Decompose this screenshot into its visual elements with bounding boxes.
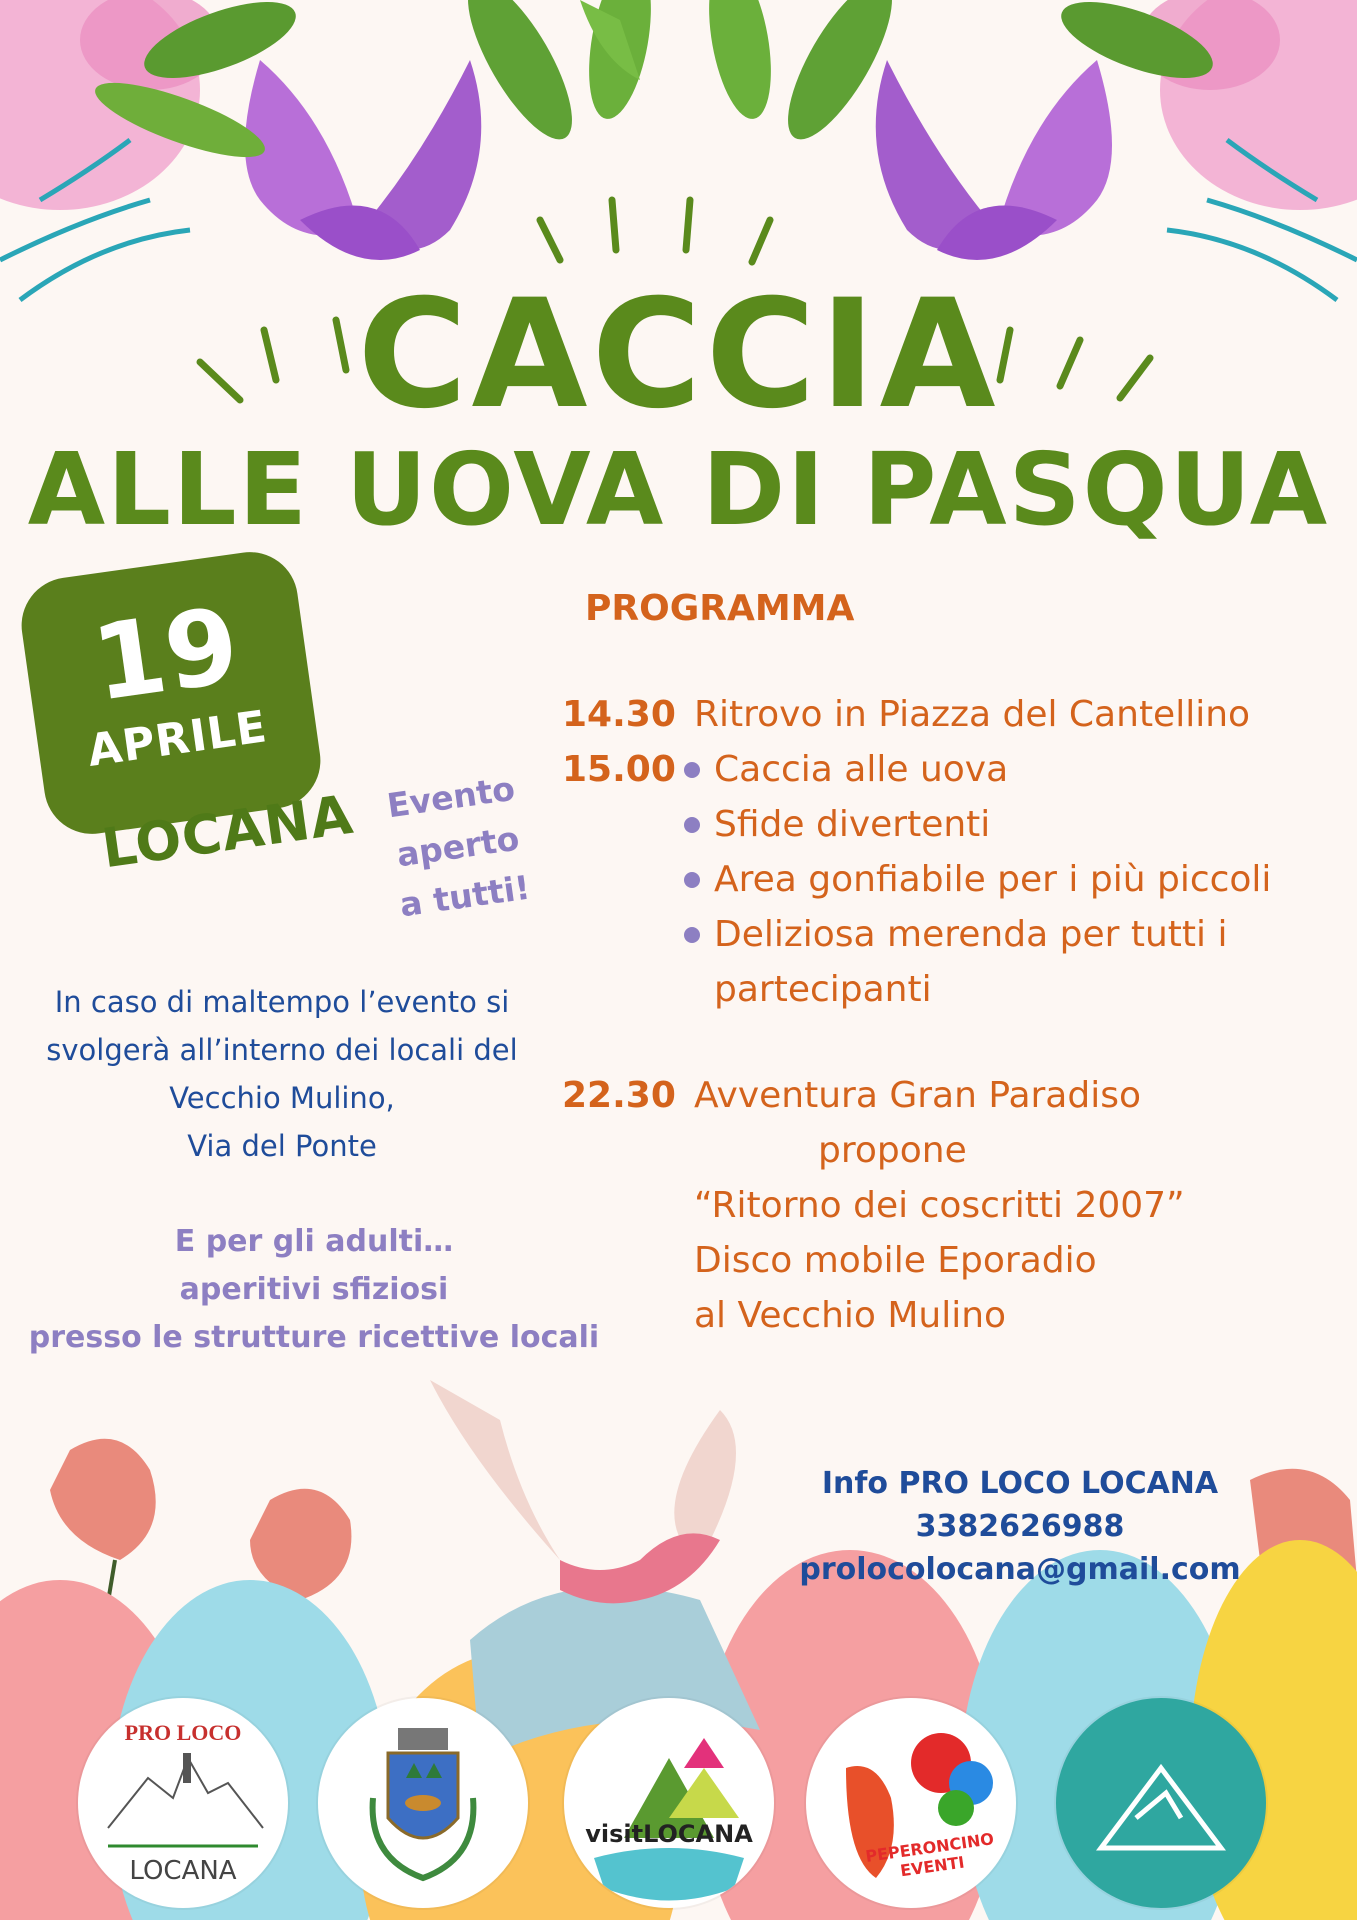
peperoncino-text: PEPERONCINO EVENTI <box>864 1829 996 1881</box>
date-day: 19 <box>85 583 246 725</box>
top-left-flowers-illustration <box>0 0 481 300</box>
coat-of-arms-icon <box>318 1698 528 1908</box>
email-address: prolocolocana@gmail.com <box>799 1552 1241 1587</box>
teal-mountain-logo <box>1056 1698 1266 1908</box>
proloco-logo <box>78 1698 288 1908</box>
visit-locana-logo <box>564 1698 774 1908</box>
program-heading: PROGRAMMA <box>585 588 855 629</box>
info-label: Info PRO LOCO LOCANA <box>821 1466 1219 1501</box>
weather-note: In caso di maltempo l’evento si svolgerà all’interno dei locali del Vecchio Mulino, Via del Ponte <box>46 985 518 1163</box>
time-1430: 14.30 <box>562 694 676 735</box>
open-event-note: Evento aperto a tutti! <box>384 768 533 925</box>
evening-line: Disco mobile Eporadio <box>694 1240 1097 1281</box>
program-item: Sfide divertenti <box>714 804 991 845</box>
evening-line: al Vecchio Mulino <box>694 1295 1007 1336</box>
date-month: APRILE <box>84 701 271 777</box>
evening-line: propone <box>818 1130 967 1171</box>
contact-info <box>760 1462 1280 1591</box>
mountains-logo-icon <box>564 1698 774 1908</box>
title-line-1: CACCIA <box>357 268 1000 442</box>
program-item: Caccia alle uova <box>714 749 1009 790</box>
adults-note: E per gli adulti… aperitivi sfiziosi presso le strutture ricettive locali <box>28 1224 600 1355</box>
program-item: partecipanti <box>714 969 932 1010</box>
place-name: LOCANA <box>98 782 358 881</box>
program-item: Deliziosa merenda per tutti i <box>714 914 1228 955</box>
top-right-flowers-illustration <box>876 0 1357 300</box>
top-center-leaves-illustration <box>449 0 911 153</box>
program-item-ritrovo: Ritrovo in Piazza del Cantellino <box>694 694 1251 735</box>
title-line-2: ALLE UOVA DI PASQUA <box>27 431 1330 548</box>
proloco-logo-top-text: PRO LOCO <box>124 1720 242 1745</box>
peperoncino-eventi-logo <box>806 1698 1016 1908</box>
mountain-outline-icon <box>1056 1698 1266 1908</box>
evening-line: “Ritorno dei coscritti 2007” <box>694 1185 1185 1226</box>
coat-of-arms-logo <box>318 1698 528 1908</box>
visit-locana-text: visitLOCANA <box>585 1820 753 1848</box>
time-1500: 15.00 <box>562 749 676 790</box>
evening-line: Avventura Gran Paradiso <box>694 1075 1141 1116</box>
phone-number: 3382626988 <box>915 1509 1125 1544</box>
program-item: Area gonfiabile per i più piccoli <box>714 859 1272 900</box>
proloco-logo-bottom-text: LOCANA <box>129 1856 237 1886</box>
time-2230: 22.30 <box>562 1075 676 1116</box>
